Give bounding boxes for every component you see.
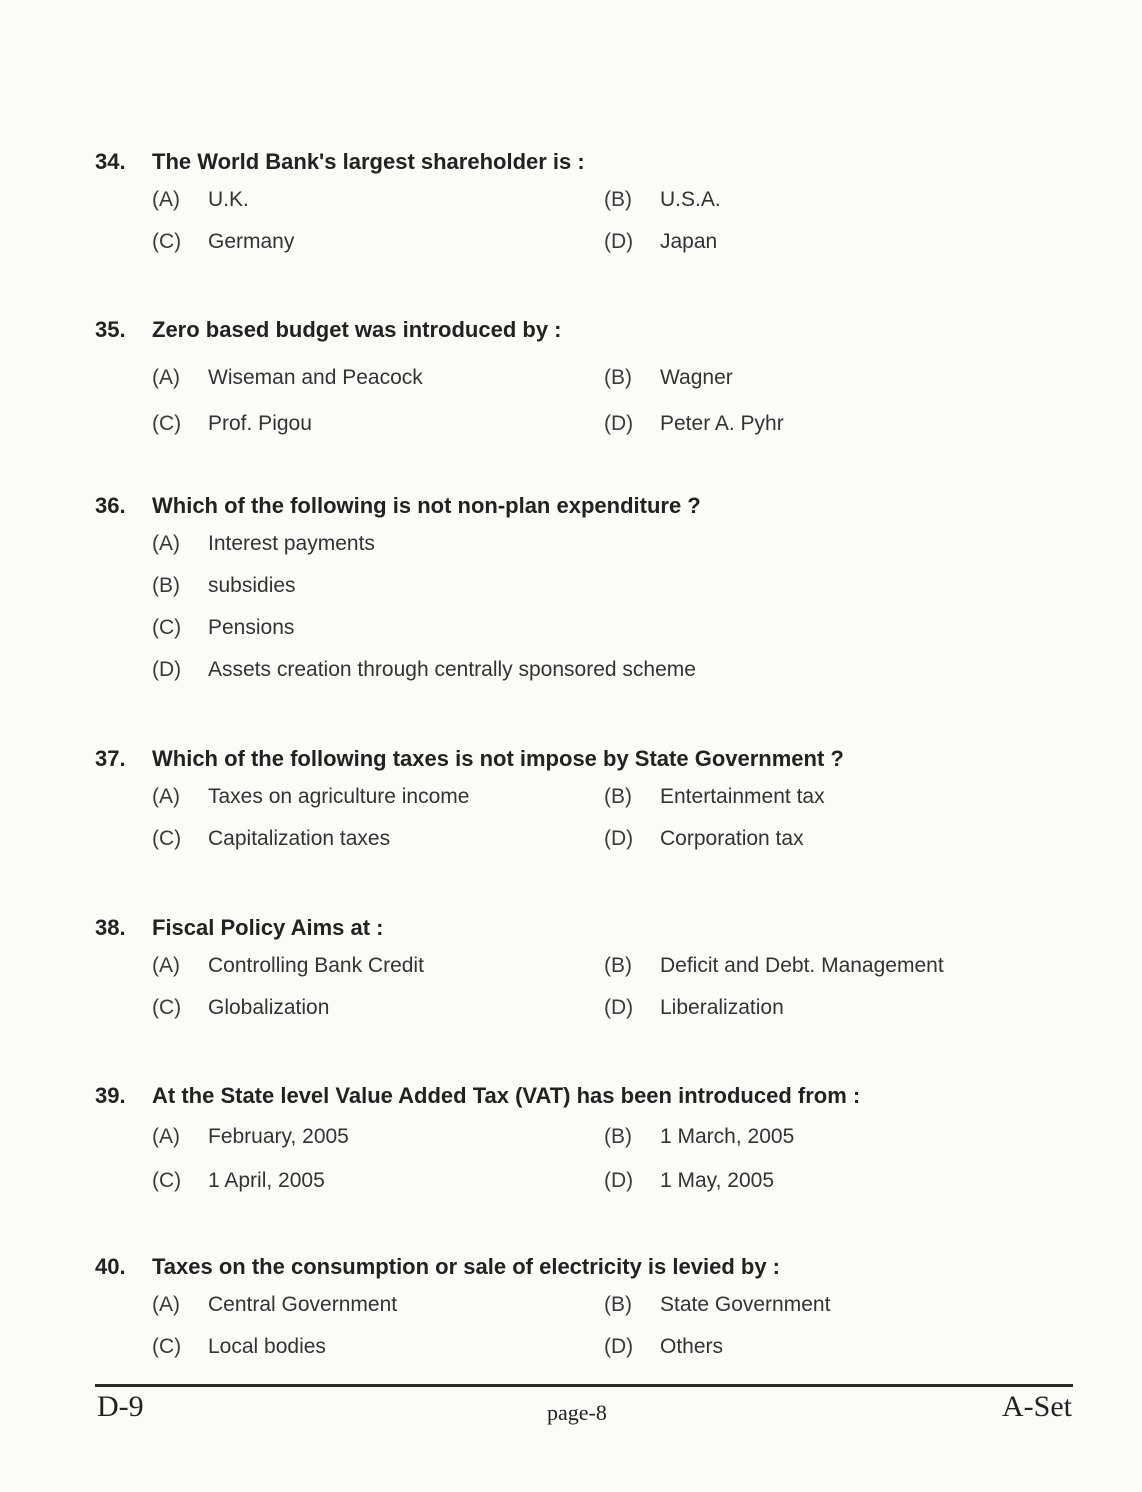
option-c bbox=[152, 221, 604, 263]
question-number: 36. bbox=[95, 493, 126, 518]
option-text: Interest payments bbox=[208, 532, 375, 555]
option-text: Germany bbox=[208, 230, 295, 253]
question-number: 37. bbox=[95, 746, 126, 771]
option-key: (D) bbox=[604, 230, 634, 253]
question-text: At the State level Value Added Tax (VAT) has been introduced from : bbox=[152, 1083, 861, 1108]
option-text: Controlling Bank Credit bbox=[208, 954, 424, 977]
option-text: Wagner bbox=[660, 366, 733, 389]
option-d bbox=[604, 818, 1064, 860]
option-key: (A) bbox=[152, 1293, 180, 1316]
option-b bbox=[604, 179, 1064, 221]
option-key: (C) bbox=[152, 230, 182, 253]
option-text: Wiseman and Peacock bbox=[208, 366, 423, 389]
option-text: 1 March, 2005 bbox=[660, 1125, 795, 1148]
question-number: 35. bbox=[95, 317, 126, 342]
question-number: 34. bbox=[95, 149, 126, 174]
question-text: Which of the following is not non-plan expenditure ? bbox=[152, 493, 701, 518]
option-key: (D) bbox=[604, 996, 634, 1019]
option-a bbox=[152, 776, 604, 818]
option-b bbox=[604, 1284, 1064, 1326]
option-key: (A) bbox=[152, 366, 180, 389]
option-text: U.K. bbox=[208, 188, 249, 211]
options bbox=[152, 179, 1055, 263]
option-d bbox=[152, 649, 1052, 691]
option-key: (B) bbox=[152, 574, 180, 597]
option-text: 1 April, 2005 bbox=[208, 1169, 325, 1192]
option-c bbox=[152, 818, 604, 860]
options bbox=[152, 776, 1055, 860]
option-a bbox=[152, 179, 604, 221]
option-key: (A) bbox=[152, 954, 180, 977]
option-key: (D) bbox=[604, 412, 634, 435]
option-key: (D) bbox=[604, 1169, 634, 1192]
question-34 bbox=[95, 149, 1055, 263]
option-text: Pensions bbox=[208, 616, 295, 639]
option-d bbox=[604, 401, 1064, 447]
option-key: (C) bbox=[152, 1169, 182, 1192]
options bbox=[152, 945, 1055, 1029]
question-37 bbox=[95, 746, 1055, 860]
question-text: Taxes on the consumption or sale of electricity is levied by : bbox=[152, 1254, 780, 1279]
option-key: (B) bbox=[604, 954, 632, 977]
option-text: Japan bbox=[660, 230, 718, 253]
page-number: page-8 bbox=[547, 1400, 607, 1425]
question-36 bbox=[95, 493, 1055, 691]
option-c bbox=[152, 1326, 604, 1368]
option-key: (C) bbox=[152, 616, 182, 639]
question-40 bbox=[95, 1254, 1055, 1368]
option-d bbox=[604, 1326, 1064, 1368]
option-d bbox=[604, 987, 1064, 1029]
options bbox=[152, 355, 1055, 447]
options bbox=[152, 1284, 1055, 1368]
paper-code: D-9 bbox=[97, 1390, 144, 1423]
option-key: (D) bbox=[604, 827, 634, 850]
option-a bbox=[152, 1284, 604, 1326]
question-text: The World Bank's largest shareholder is : bbox=[152, 149, 585, 174]
set-label: A-Set bbox=[1002, 1390, 1072, 1423]
option-key: (B) bbox=[604, 188, 632, 211]
option-key: (C) bbox=[152, 412, 182, 435]
option-text: Central Government bbox=[208, 1293, 398, 1316]
option-a bbox=[152, 355, 604, 401]
option-text: Assets creation through centrally sponsored scheme bbox=[208, 658, 696, 681]
question-38 bbox=[95, 915, 1055, 1029]
option-a bbox=[152, 523, 1052, 565]
option-c bbox=[152, 607, 1052, 649]
option-text: Peter A. Pyhr bbox=[660, 412, 784, 435]
option-key: (B) bbox=[604, 366, 632, 389]
option-text: February, 2005 bbox=[208, 1125, 349, 1148]
option-b bbox=[604, 945, 1064, 987]
option-c bbox=[152, 987, 604, 1029]
option-b bbox=[152, 565, 1052, 607]
option-text: Taxes on agriculture income bbox=[208, 785, 470, 808]
option-key: (D) bbox=[152, 658, 182, 681]
option-text: subsidies bbox=[208, 574, 296, 597]
option-text: Local bodies bbox=[208, 1335, 326, 1358]
question-number: 40. bbox=[95, 1254, 126, 1279]
option-key: (A) bbox=[152, 188, 180, 211]
question-text: Fiscal Policy Aims at : bbox=[152, 915, 384, 940]
option-text: State Government bbox=[660, 1293, 831, 1316]
option-key: (A) bbox=[152, 1125, 180, 1148]
option-key: (B) bbox=[604, 785, 632, 808]
option-key: (C) bbox=[152, 996, 182, 1019]
option-c bbox=[152, 1159, 604, 1203]
options bbox=[152, 1115, 1055, 1203]
option-key: (A) bbox=[152, 532, 180, 555]
option-text: Deficit and Debt. Management bbox=[660, 954, 944, 977]
option-key: (A) bbox=[152, 785, 180, 808]
question-39 bbox=[95, 1083, 1055, 1203]
option-key: (D) bbox=[604, 1335, 634, 1358]
option-text: Others bbox=[660, 1335, 724, 1358]
option-text: U.S.A. bbox=[660, 188, 721, 211]
option-text: Entertainment tax bbox=[660, 785, 825, 808]
option-text: 1 May, 2005 bbox=[660, 1169, 775, 1192]
option-key: (B) bbox=[604, 1293, 632, 1316]
question-number: 38. bbox=[95, 915, 126, 940]
option-b bbox=[604, 1115, 1064, 1159]
option-d bbox=[604, 1159, 1064, 1203]
option-key: (B) bbox=[604, 1125, 632, 1148]
options bbox=[152, 523, 1055, 691]
option-text: Capitalization taxes bbox=[208, 827, 391, 850]
option-d bbox=[604, 221, 1064, 263]
option-key: (C) bbox=[152, 1335, 182, 1358]
option-text: Corporation tax bbox=[660, 827, 804, 850]
option-text: Prof. Pigou bbox=[208, 412, 312, 435]
option-text: Liberalization bbox=[660, 996, 784, 1019]
option-c bbox=[152, 401, 604, 447]
question-35 bbox=[95, 317, 1055, 447]
question-text: Which of the following taxes is not impose by State Government ? bbox=[152, 746, 844, 771]
option-a bbox=[152, 945, 604, 987]
option-key: (C) bbox=[152, 827, 182, 850]
footer-divider bbox=[95, 1384, 1073, 1387]
question-number: 39. bbox=[95, 1083, 126, 1108]
option-text: Globalization bbox=[208, 996, 330, 1019]
question-text: Zero based budget was introduced by : bbox=[152, 317, 562, 342]
option-a bbox=[152, 1115, 604, 1159]
option-b bbox=[604, 776, 1064, 818]
option-b bbox=[604, 355, 1064, 401]
